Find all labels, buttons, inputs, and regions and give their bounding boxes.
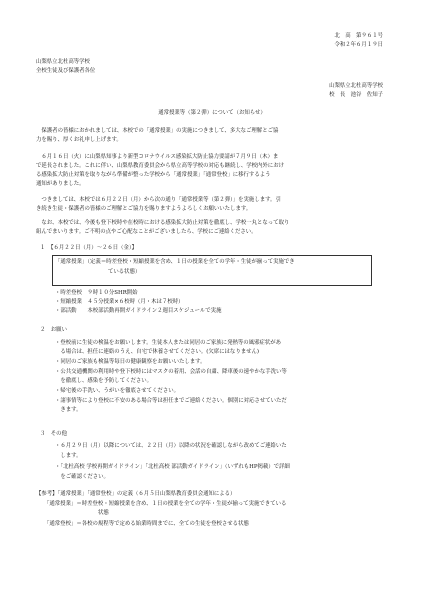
request-item: きます。 [55, 407, 82, 413]
intro-p3-line: つきましては、本校では６月２２日（月）から次の通り「通常授業等（第２弾）」を実施します。引 [36, 197, 281, 203]
doc-number: 北 高 第９６１号 [334, 33, 383, 39]
request-item: ・登校前に生徒の検温をお願いします。生徒本人または同居のご家族に発熱等の風邪症状があ [55, 340, 281, 346]
other-item: をご確認ください。 [55, 474, 109, 480]
intro-p2-line: ６月１６日（火）に山梨県知事より新型コロナウイルス感染拡大防止協力要請が７月９日（木）ま [36, 154, 279, 160]
other-item: ・６月２９日（月）以降については、２２日（月）以降の状況を確認しながら改めてご連絡いた [55, 443, 287, 449]
recipient-school: 山梨県立北杜高等学校 [36, 59, 90, 65]
recipient-people: 全校生徒及び保護者各位 [36, 68, 96, 74]
request-item: ・諸事情等により登校に不安のある場合等は担任までご連絡ください。個別に対応させていただ [55, 398, 287, 404]
schedule-item: ・部活動 本校部活動再開ガイドライン２週目スケジュールで実施 [55, 308, 222, 314]
other-item: します。 [55, 453, 82, 459]
intro-p1-line: 力を賜り、厚くお礼申し上げます。 [36, 137, 122, 143]
reference-line: 状態 [98, 510, 109, 516]
request-item: る場合は、担任に連絡のうえ、自宅で休養させてください。(欠席にはなりません) [55, 349, 259, 355]
reference-line: 「通常授業」＝時差登校・短縮授業を含め、１日の授業を全ての学年・生徒が揃って実施できている [44, 501, 287, 507]
schedule-item: ・時差登校 ９時１０分SHR開始 [55, 290, 138, 296]
section1-heading: １ 【６月２２日（月）～２６日（金）】 [40, 245, 138, 251]
reference-line: 「通常登校」＝各校の規程等で定める始業時間までに、全ての生徒を登校させる状態 [44, 521, 249, 527]
section3-heading: ３ その他 [40, 431, 67, 437]
request-item: を徹底し、感染を予防してください。 [55, 378, 153, 384]
reference-heading: 【参考】「通常授業」「通常登校」の定義（６月５日山梨県教育委員会通知による） [36, 491, 236, 497]
sender-school: 山梨県立北杜高等学校 [329, 83, 383, 89]
intro-p2-line: で延長されました。これに伴い、山梨県教育委員会から県立高等学校の対応も継続し、学校内外におけ [36, 163, 284, 169]
box-line: 「通常授業」（定義＝時差登校・短縮授業を含め、１日の授業を全ての学年・生徒が揃って実施でき [55, 259, 295, 265]
request-item: ・同居のご家族も検温等毎日の健康観察をお願いいたします。 [55, 359, 206, 365]
intro-p2-line: る感染拡大防止対策を取りながら準備が整った学校から「通常授業」「通常登校」に移行するよう [36, 172, 271, 178]
box-line: ている状態） [108, 269, 141, 275]
intro-p3-line: き続き生徒・保護者の皆様のご理解とご協力を賜りますようよろしくお願いいたします。 [36, 206, 252, 212]
doc-date: 令和２年６月１９日 [334, 42, 383, 48]
request-item: ・公共交通機関の利用時や登下校時にはマスクの着用、会話の自粛、降車後の速やかな手洗い等 [55, 369, 287, 375]
other-item: ・「北杜高校 学校再開ガイドライン」「北杜高校 部活動ガイドライン」（いずれもHP掲載）で詳細 [55, 464, 290, 470]
section2-heading: ２ お願い [40, 327, 67, 333]
sender-principal: 校 長 池谷 佐知子 [329, 92, 383, 98]
intro-p4-line: 組んでまいります。ご不明の点やご心配なことがございましたら、学校にご連絡ください。 [36, 229, 257, 235]
request-item: ・帰宅後の手洗い、うがいを徹底させてください。 [55, 388, 179, 394]
schedule-item: ・短縮授業 ４５分授業×６校時（月・木は７校時） [55, 299, 184, 305]
intro-p4-line: なお、本校では、今後も登下校時や在校時における感染拡大防止対策を徹底し、学校一丸となって取り [36, 220, 290, 226]
intro-p1-line: 保護者の皆様におかれましては、本校での「通常授業」の実施につきまして、多大なご理解とご協 [36, 128, 279, 134]
intro-p2-line: 通知がありました。 [36, 181, 85, 187]
document-title: 通常授業等（第２弾）について（お知らせ） [158, 110, 266, 116]
